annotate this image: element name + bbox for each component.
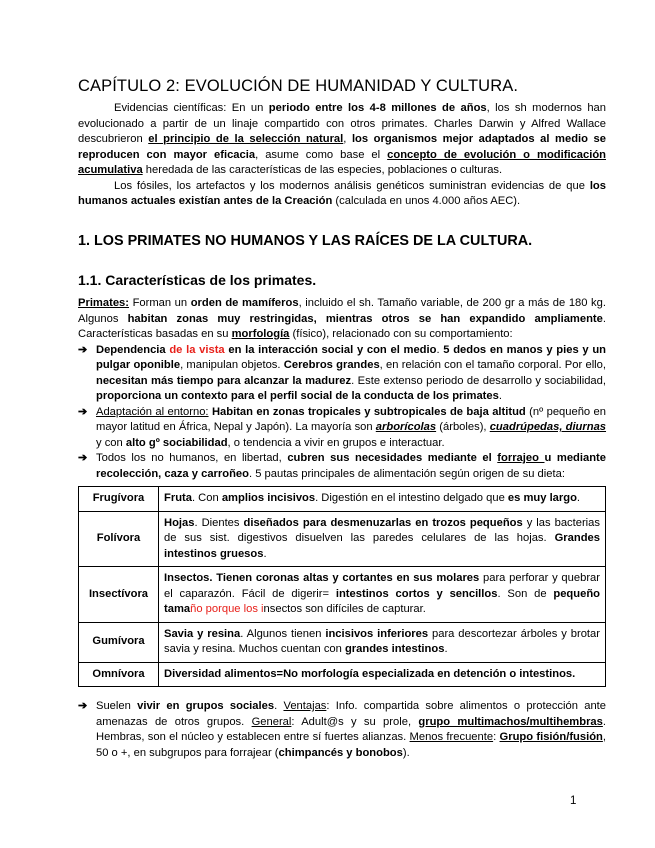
text-run: .	[274, 700, 284, 712]
diet-type-label: Insectívora	[79, 567, 159, 623]
text-run: periodo entre los 4-8 millones de años	[268, 102, 487, 114]
text-run: Grupo fisión/fusión	[499, 731, 603, 743]
text-run: diseñados para desmenuzarlas en trozos pequeños	[243, 516, 523, 529]
text-run: grupo multimachos/multihembras	[418, 715, 603, 728]
text-run: Menos frecuente	[409, 731, 494, 743]
text-run: Evidencias científicas: En un	[114, 102, 269, 114]
text-run: Forman un	[129, 297, 191, 309]
text-run: vivir en grupos sociales	[137, 700, 275, 712]
text-run: . Características basadas en su	[78, 312, 606, 340]
text-run: para perforar y quebrar el caparazón. Fácil de digerir=	[164, 572, 600, 600]
bullet-item	[78, 343, 606, 405]
text-run: (árboles),	[436, 421, 490, 433]
text-run: Ventajas	[283, 700, 327, 712]
text-run: orden de mamíferos	[190, 297, 299, 309]
text-run: : Adult@s y su prole,	[291, 715, 419, 728]
section-1-heading: 1. LOS PRIMATES NO HUMANOS Y LAS RAÍCES DE LA CULTURA.	[78, 233, 533, 249]
text-run: , 50 o +, en subgrupos para forrajear (	[96, 731, 606, 759]
text-run: grandes intestinos	[344, 643, 445, 655]
text-run: para descortezar árboles y brotar savia y resina. Muchos cuentan con	[164, 627, 600, 655]
page-number: 1	[570, 795, 577, 807]
text-run: cubren sus necesidades mediante el	[287, 452, 498, 464]
text-run: nsectos son difíciles de capturar.	[263, 603, 426, 615]
text-run: .	[436, 343, 444, 356]
text-run: Insectos. Tienen coronas altas y cortantes en sus molares	[164, 572, 480, 584]
arrow-bullet-icon: ➔	[78, 700, 88, 712]
text-run: Dependencia	[96, 343, 170, 356]
text-run: pequeño tama	[164, 587, 600, 615]
text-run: , asume como base el	[255, 148, 388, 161]
text-run: los humanos actuales existían antes de la Creación	[78, 179, 606, 207]
table-row	[79, 487, 606, 512]
text-run: cuadrúpedas, diurnas	[489, 421, 607, 433]
text-run: el principio de la selección natural	[148, 133, 344, 145]
diet-type-label: Gumívora	[79, 622, 159, 662]
table-row	[79, 622, 606, 662]
text-run: Hojas	[164, 516, 195, 529]
intro-paragraph-1	[78, 101, 606, 179]
text-run: morfología	[231, 328, 290, 340]
text-run: Adaptación al entorno:	[96, 405, 209, 418]
diet-description	[159, 662, 606, 687]
text-run: (calculada en unos 4.000 años AEC).	[332, 195, 521, 207]
text-run: forrajeo	[497, 452, 545, 464]
text-run: :	[493, 731, 500, 743]
text-run: ño porque los i	[190, 603, 264, 615]
diet-description	[159, 511, 606, 567]
text-run: es muy largo	[507, 492, 577, 504]
text-run: Los fósiles, los artefactos y los modernos análisis genéticos suministran evidencias de que	[114, 179, 590, 192]
text-run: . Hembras, son el núcleo y establecen entre sí fuertes alianzas.	[96, 715, 606, 743]
text-run: Habitan en zonas tropicales y subtropicales de baja altitud	[211, 405, 526, 418]
section-1-1-heading: 1.1. Características de los primates.	[78, 272, 317, 288]
text-run: Cerebros grandes	[283, 359, 380, 371]
arrow-bullet-icon: ➔	[78, 405, 88, 418]
diet-description	[159, 487, 606, 512]
text-run: los organismos mejor adaptados al medio se reproducen con mayor eficacia	[78, 133, 606, 161]
diet-table	[78, 486, 606, 687]
text-run: y las bacterias de sus sist. digestivos disuelven las paredes celulares de las hojas.	[164, 516, 600, 544]
text-run: . 5 pautas principales de alimentación según origen de su dieta:	[248, 467, 565, 480]
table-row	[79, 511, 606, 567]
arrow-bullet-icon: ➔	[78, 452, 88, 464]
text-run: Todos los no humanos, en libertad,	[96, 452, 288, 464]
text-run: de la vista	[169, 343, 225, 356]
text-run: arborícolas	[375, 421, 437, 433]
diet-description	[159, 622, 606, 662]
intro-paragraph-2	[78, 179, 606, 210]
diet-type-label: Frugívora	[79, 487, 159, 512]
text-run: (nº pequeño en mayor latitud en África, Nepal y Japón). La mayoría son	[96, 405, 606, 433]
bullet-text-social	[96, 699, 606, 761]
text-run: .	[576, 492, 581, 504]
text-run: .	[263, 547, 267, 560]
text-run: : Info. compartida sobre alimentos o protección ante amenazas de otros grupos.	[96, 700, 606, 728]
text-run: Grandes intestinos gruesos	[164, 532, 600, 560]
text-run: . Con	[191, 492, 222, 504]
primates-paragraph	[78, 296, 606, 343]
text-run: u mediante recolección, caza y carroñeo	[96, 452, 607, 480]
text-run: proporciona un contexto para el perfil social de la conducta de los primates	[96, 390, 499, 402]
text-run: chimpancés y bonobos	[278, 746, 403, 759]
arrow-bullet-icon: ➔	[78, 343, 88, 356]
text-run: y con	[96, 436, 126, 449]
text-run: habitan zonas muy restringidas, mientras otros se han expandido ampliamente	[127, 312, 603, 325]
text-run: , en relación con el tamaño corporal. Por ello,	[379, 359, 606, 371]
text-run: ,	[343, 133, 352, 145]
text-run: . Este extenso periodo de desarrollo y sociabilidad,	[351, 374, 606, 387]
table-row	[79, 662, 606, 687]
text-run: .	[498, 390, 502, 402]
text-run: concepto de evolución o modificación acumulativa	[78, 148, 606, 176]
text-run: incisivos inferiores	[325, 627, 429, 640]
bullet-text-vision	[96, 343, 606, 405]
diet-type-label: Folívora	[79, 511, 159, 567]
diet-description	[159, 567, 606, 623]
text-run: .	[444, 643, 448, 655]
text-run: en la interacción social y con el medio	[224, 343, 437, 356]
chapter-title: CAPÍTULO 2: EVOLUCIÓN DE HUMANIDAD Y CULTURA.	[78, 77, 519, 95]
text-run: Diversidad alimentos=No morfología especializada en detención o intestinos.	[164, 667, 576, 680]
text-run: General	[251, 715, 292, 728]
bullet-item	[78, 405, 606, 452]
diet-type-label: Omnívora	[79, 662, 159, 687]
bullet-item	[78, 451, 606, 482]
text-run: intestinos cortos y sencillos	[335, 587, 498, 600]
table-row	[79, 567, 606, 623]
text-run: , los sh modernos han evolucionado a partir de un linaje compartido con otros primates. Charles Darwin y Alfred Wallace descubrieron	[78, 102, 606, 145]
text-run: alto gº sociabilidad	[125, 436, 228, 449]
primates-block	[78, 296, 606, 482]
intro-block	[78, 101, 606, 210]
text-run: ).	[402, 746, 410, 759]
bullet-text-foraging	[96, 451, 606, 482]
text-run: Primates:	[78, 297, 129, 309]
text-run: Savia y resina	[164, 627, 241, 640]
text-run: Suelen	[96, 700, 138, 712]
social-groups-block	[78, 699, 606, 761]
text-run: (físico), relacionado con su comportamiento:	[289, 328, 513, 340]
text-run: , o tendencia a vivir en grupos e interactuar.	[227, 436, 445, 449]
text-run: , manipulan objetos.	[180, 359, 284, 371]
text-run: heredada de las características de las especies, poblaciones o culturas.	[142, 164, 503, 176]
text-run: . Dientes	[194, 516, 244, 529]
text-run: . Algunos tienen	[240, 627, 326, 640]
text-run: amplios incisivos	[221, 492, 316, 504]
text-run: . Digestión en el intestino delgado que	[315, 492, 508, 504]
text-run: . Son de	[497, 587, 554, 600]
text-run: , incluido el sh. Tamaño variable, de 200 gr a más de 180 kg. Algunos	[78, 297, 606, 325]
text-run: Fruta	[164, 492, 192, 504]
text-run: necesitan más tiempo para alcanzar la madurez	[96, 374, 352, 387]
text-run: 5 dedos en manos y pies y un pulgar oponible	[96, 343, 606, 371]
bullet-text-habitat	[96, 405, 606, 452]
bullet-item	[78, 699, 606, 761]
